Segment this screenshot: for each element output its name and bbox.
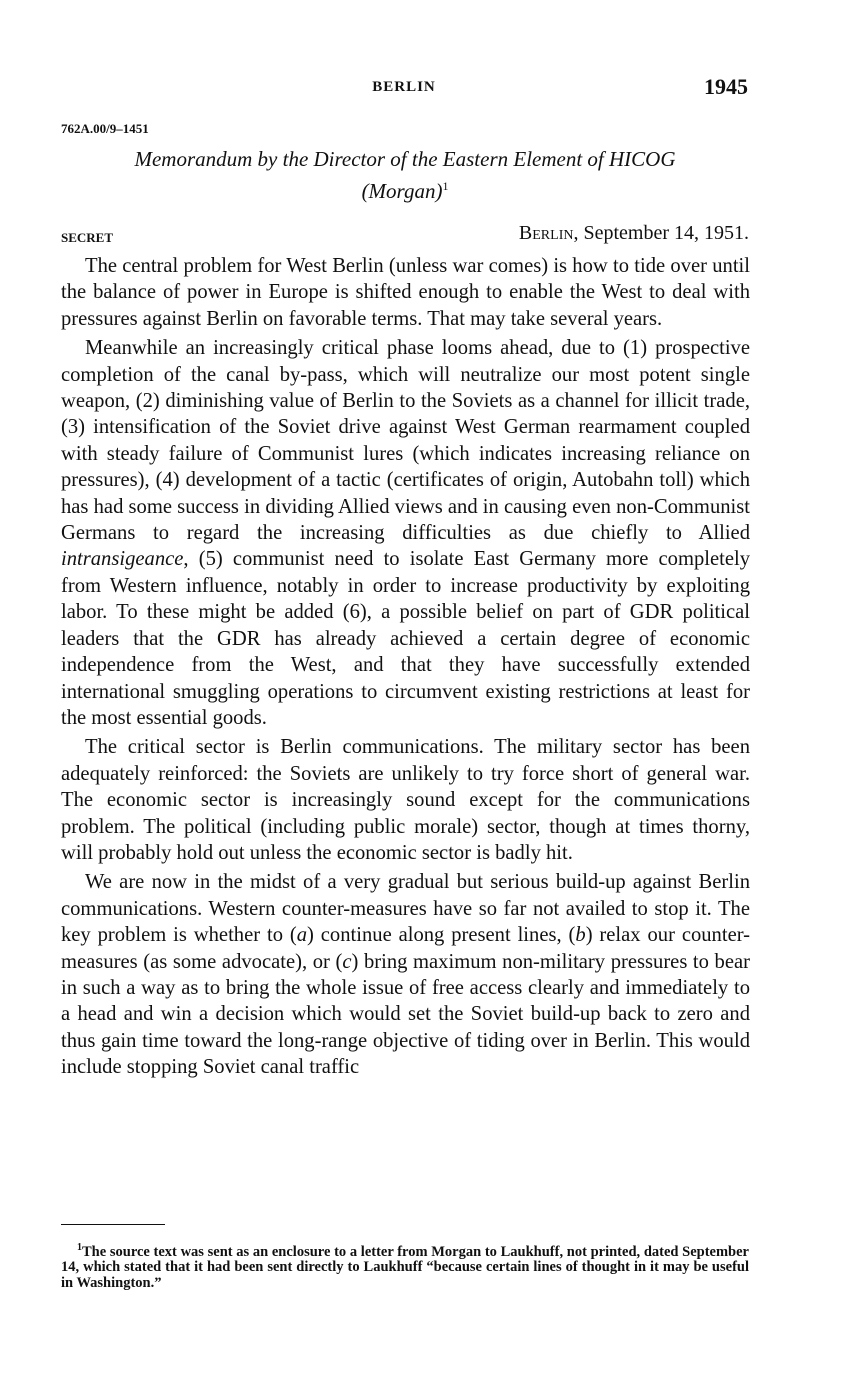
footnote-number: 1 xyxy=(77,1242,82,1253)
running-title: BERLIN xyxy=(372,79,436,95)
date-line xyxy=(519,222,749,245)
italic-letter: a xyxy=(296,924,308,947)
paragraph xyxy=(61,869,750,1080)
italic-letter: b xyxy=(575,924,586,947)
paragraph: The central problem for West Berlin (unless war comes) is how to tide over until the balance of power in Europe is shifted enough to enable the West to deal with pressures against Berlin on favorable terms. That may take several years. xyxy=(61,255,750,330)
memo-title-line-1: Memorandum by the Director of the Eastern Element of HICOG xyxy=(134,147,676,171)
paragraph: The critical sector is Berlin communications. The military sector has been adequately reinforced: the Soviets are unlikely to try force short of general war. The economic sector is increasingly sound except for the communications problem. The political (including public morale) sector, though at times thorny, will probably hold out unless the economic sector is badly hit. xyxy=(61,736,750,864)
paragraph-text: , (5) communist need to isolate East Germany more completely from Western influence, notably in order to increase productivity by exploiting labor. To these might be added (6), a possible belief on part of GDR political leaders that the GDR has already achieved a certain degree of economic independence from the West, and that they have successfully extended international smuggling operations to circumvent existing restrictions at least for the most essential goods. xyxy=(61,548,750,729)
paragraph-text: ) continue along present lines, ( xyxy=(307,924,576,947)
footnote-text: The source text was sent as an enclosure to a letter from Morgan to Laukhuff, not printed, dated September 14, which stated that it had been sent directly to Laukhuff “because certain lines of thought in it may be useful in Washington.” xyxy=(61,1243,749,1291)
memo-body xyxy=(61,253,750,1084)
paragraph-text: We are now in the midst of a very gradual but serious build-up against Berlin communications. Western counter-measures have so far not availed to stop it. The key problem is whether to ( xyxy=(61,871,750,947)
footnote-divider xyxy=(61,1224,165,1225)
paragraph-text: Meanwhile an increasingly critical phase looms ahead, due to (1) prospective completion of the canal by-pass, which will neutralize our most potent single weapon, (2) diminishing value of Berlin to the Soviets as a channel for illicit trade, (3) intensification of the Soviet drive against West German rearmament coupled with steady failure of Communist lures (which indicates increasing reliance on pressures), (4) development of a tactic (certificates of origin, Autobahn toll) which has had some success in dividing Allied views and in causing even non-Communist Germans to regard the increasing difficulties as due chiefly to Allied xyxy=(61,337,750,545)
date-text: , September 14, 1951. xyxy=(573,222,749,244)
footnote-reference: 1 xyxy=(442,179,449,193)
memo-title-line-2 xyxy=(60,173,750,205)
italic-word: intransigeance xyxy=(61,548,184,571)
paragraph xyxy=(61,335,750,731)
page-number: 1945 xyxy=(704,74,748,99)
classification-label: SECRET xyxy=(61,230,114,245)
memo-author: (Morgan) xyxy=(361,179,443,203)
italic-letter: c xyxy=(342,950,352,973)
footnote xyxy=(61,1240,749,1291)
date-place: Berlin xyxy=(518,222,574,244)
dateline xyxy=(61,222,749,250)
document-id: 762A.00/9–1451 xyxy=(61,121,149,136)
memo-title xyxy=(60,146,750,205)
paragraph-text: ) relax our counter-measures (as some advocate), or ( xyxy=(61,924,751,973)
paragraph-text: ) bring maximum non-military pressures to bear in such a way as to bring the whole issue of free access clearly and immediately to a head and win a decision which would set the Soviet build-up back to zero and thus gain time toward the long-range objective of tiding over in Berlin. This would include stopping Soviet canal traffic xyxy=(61,950,750,1079)
running-head xyxy=(60,74,748,104)
